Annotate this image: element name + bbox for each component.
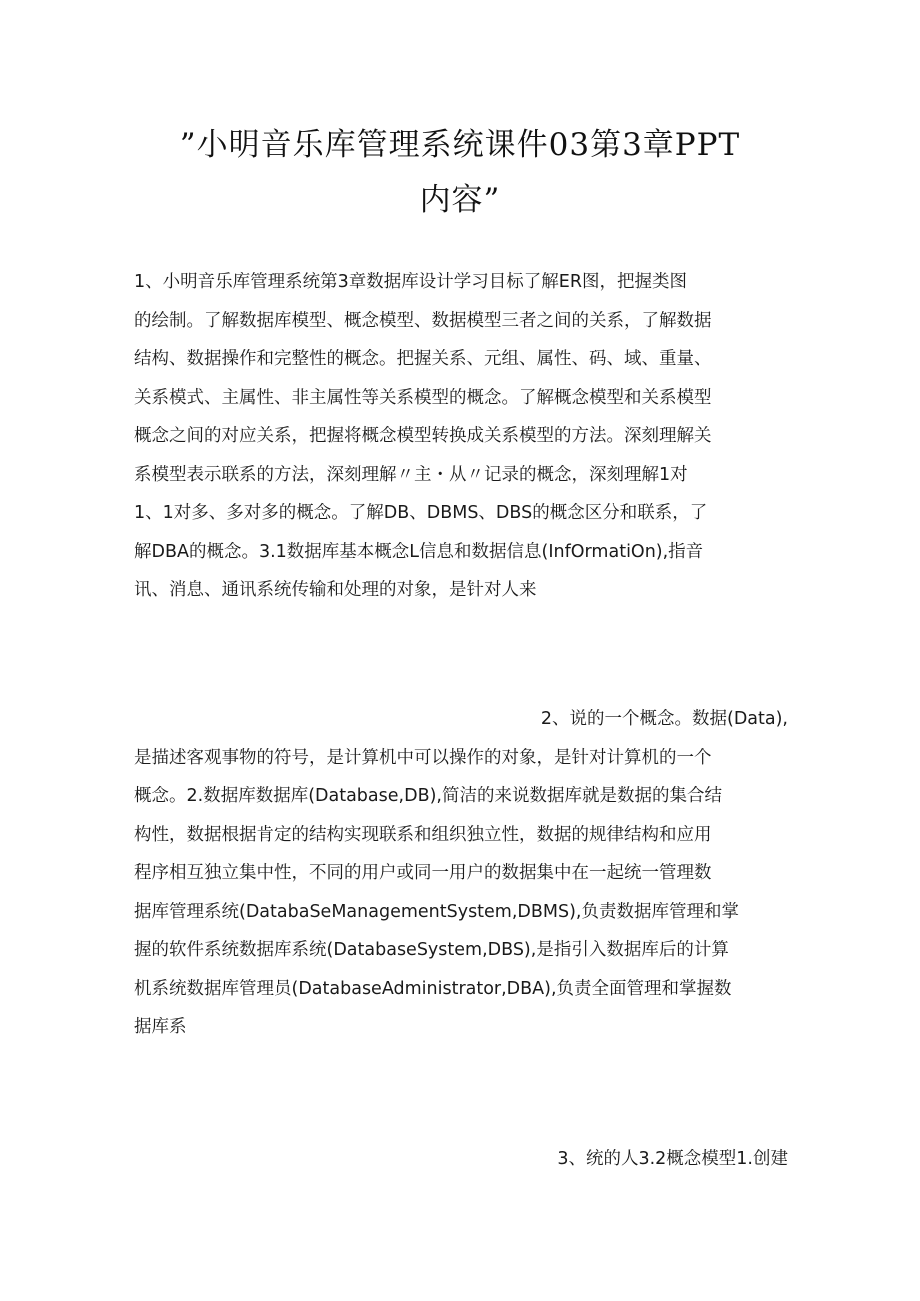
- section-3-paragraph: [134, 1140, 788, 1179]
- text-line: 概念。2.数据库数据库(Database,DB),简洁的来说数据库就是数据的集合结: [134, 786, 722, 806]
- text-line: 1、小明音乐库管理系统第3章数据库设计学习目标了解ER图，把握类图: [134, 272, 687, 292]
- text-line: 3、统的人3.2概念模型1.创建: [557, 1149, 788, 1169]
- text-line: 讯、消息、通讯系统传输和处理的对象，是针对人来: [134, 580, 537, 600]
- text-line: 系模型表示联系的方法，深刻理解〃主・从〃记录的概念，深刻理解1对: [134, 464, 688, 485]
- text-line: 2、说的一个概念。数据(Data),: [540, 709, 788, 729]
- section-1-paragraph: [134, 263, 788, 610]
- section-2-paragraph: [134, 700, 788, 1047]
- document-title: [120, 118, 800, 228]
- text-line: 握的软件系统数据库系统(DatabaseSystem,DBS),是指引入数据库后的计算: [134, 940, 729, 960]
- text-line: 构性，数据根据肯定的结构实现联系和组织独立性，数据的规律结构和应用: [134, 824, 712, 845]
- text-line: 据库管理系统(DatabaSeManagementSystem,DBMS),负责数据库管理和掌: [134, 901, 739, 922]
- title-line: ”小明音乐库管理系统课件03第3章PPT: [179, 127, 741, 163]
- text-line: 是描述客观事物的符号，是计算机中可以操作的对象，是针对计算机的一个: [134, 747, 712, 768]
- text-line: 概念之间的对应关系，把握将概念模型转换成关系模型的方法。深刻理解关: [134, 426, 712, 446]
- text-line: 解DBA的概念。3.1数据库基本概念L信息和数据信息(InfOrmatiOn),指音: [134, 541, 704, 562]
- text-line: 关系模式、主属性、非主属性等关系模型的概念。了解概念模型和关系模型: [134, 387, 712, 408]
- text-line: 机系统数据库管理员(DatabaseAdministrator,DBA),负责全面管理和掌握数: [134, 978, 732, 999]
- title-line: 内容”: [419, 182, 501, 218]
- text-line: 据库系: [134, 1017, 187, 1037]
- text-line: 程序相互独立集中性，不同的用户或同一用户的数据集中在一起统一管理数: [134, 863, 712, 883]
- text-line: 的绘制。了解数据库模型、概念模型、数据模型三者之间的关系，了解数据: [134, 310, 712, 331]
- text-line: 1、1对多、多对多的概念。了解DB、DBMS、DBS的概念区分和联系，了: [134, 503, 708, 523]
- text-line: 结构、数据操作和完整性的概念。把握关系、元组、属性、码、域、重量、: [134, 349, 712, 369]
